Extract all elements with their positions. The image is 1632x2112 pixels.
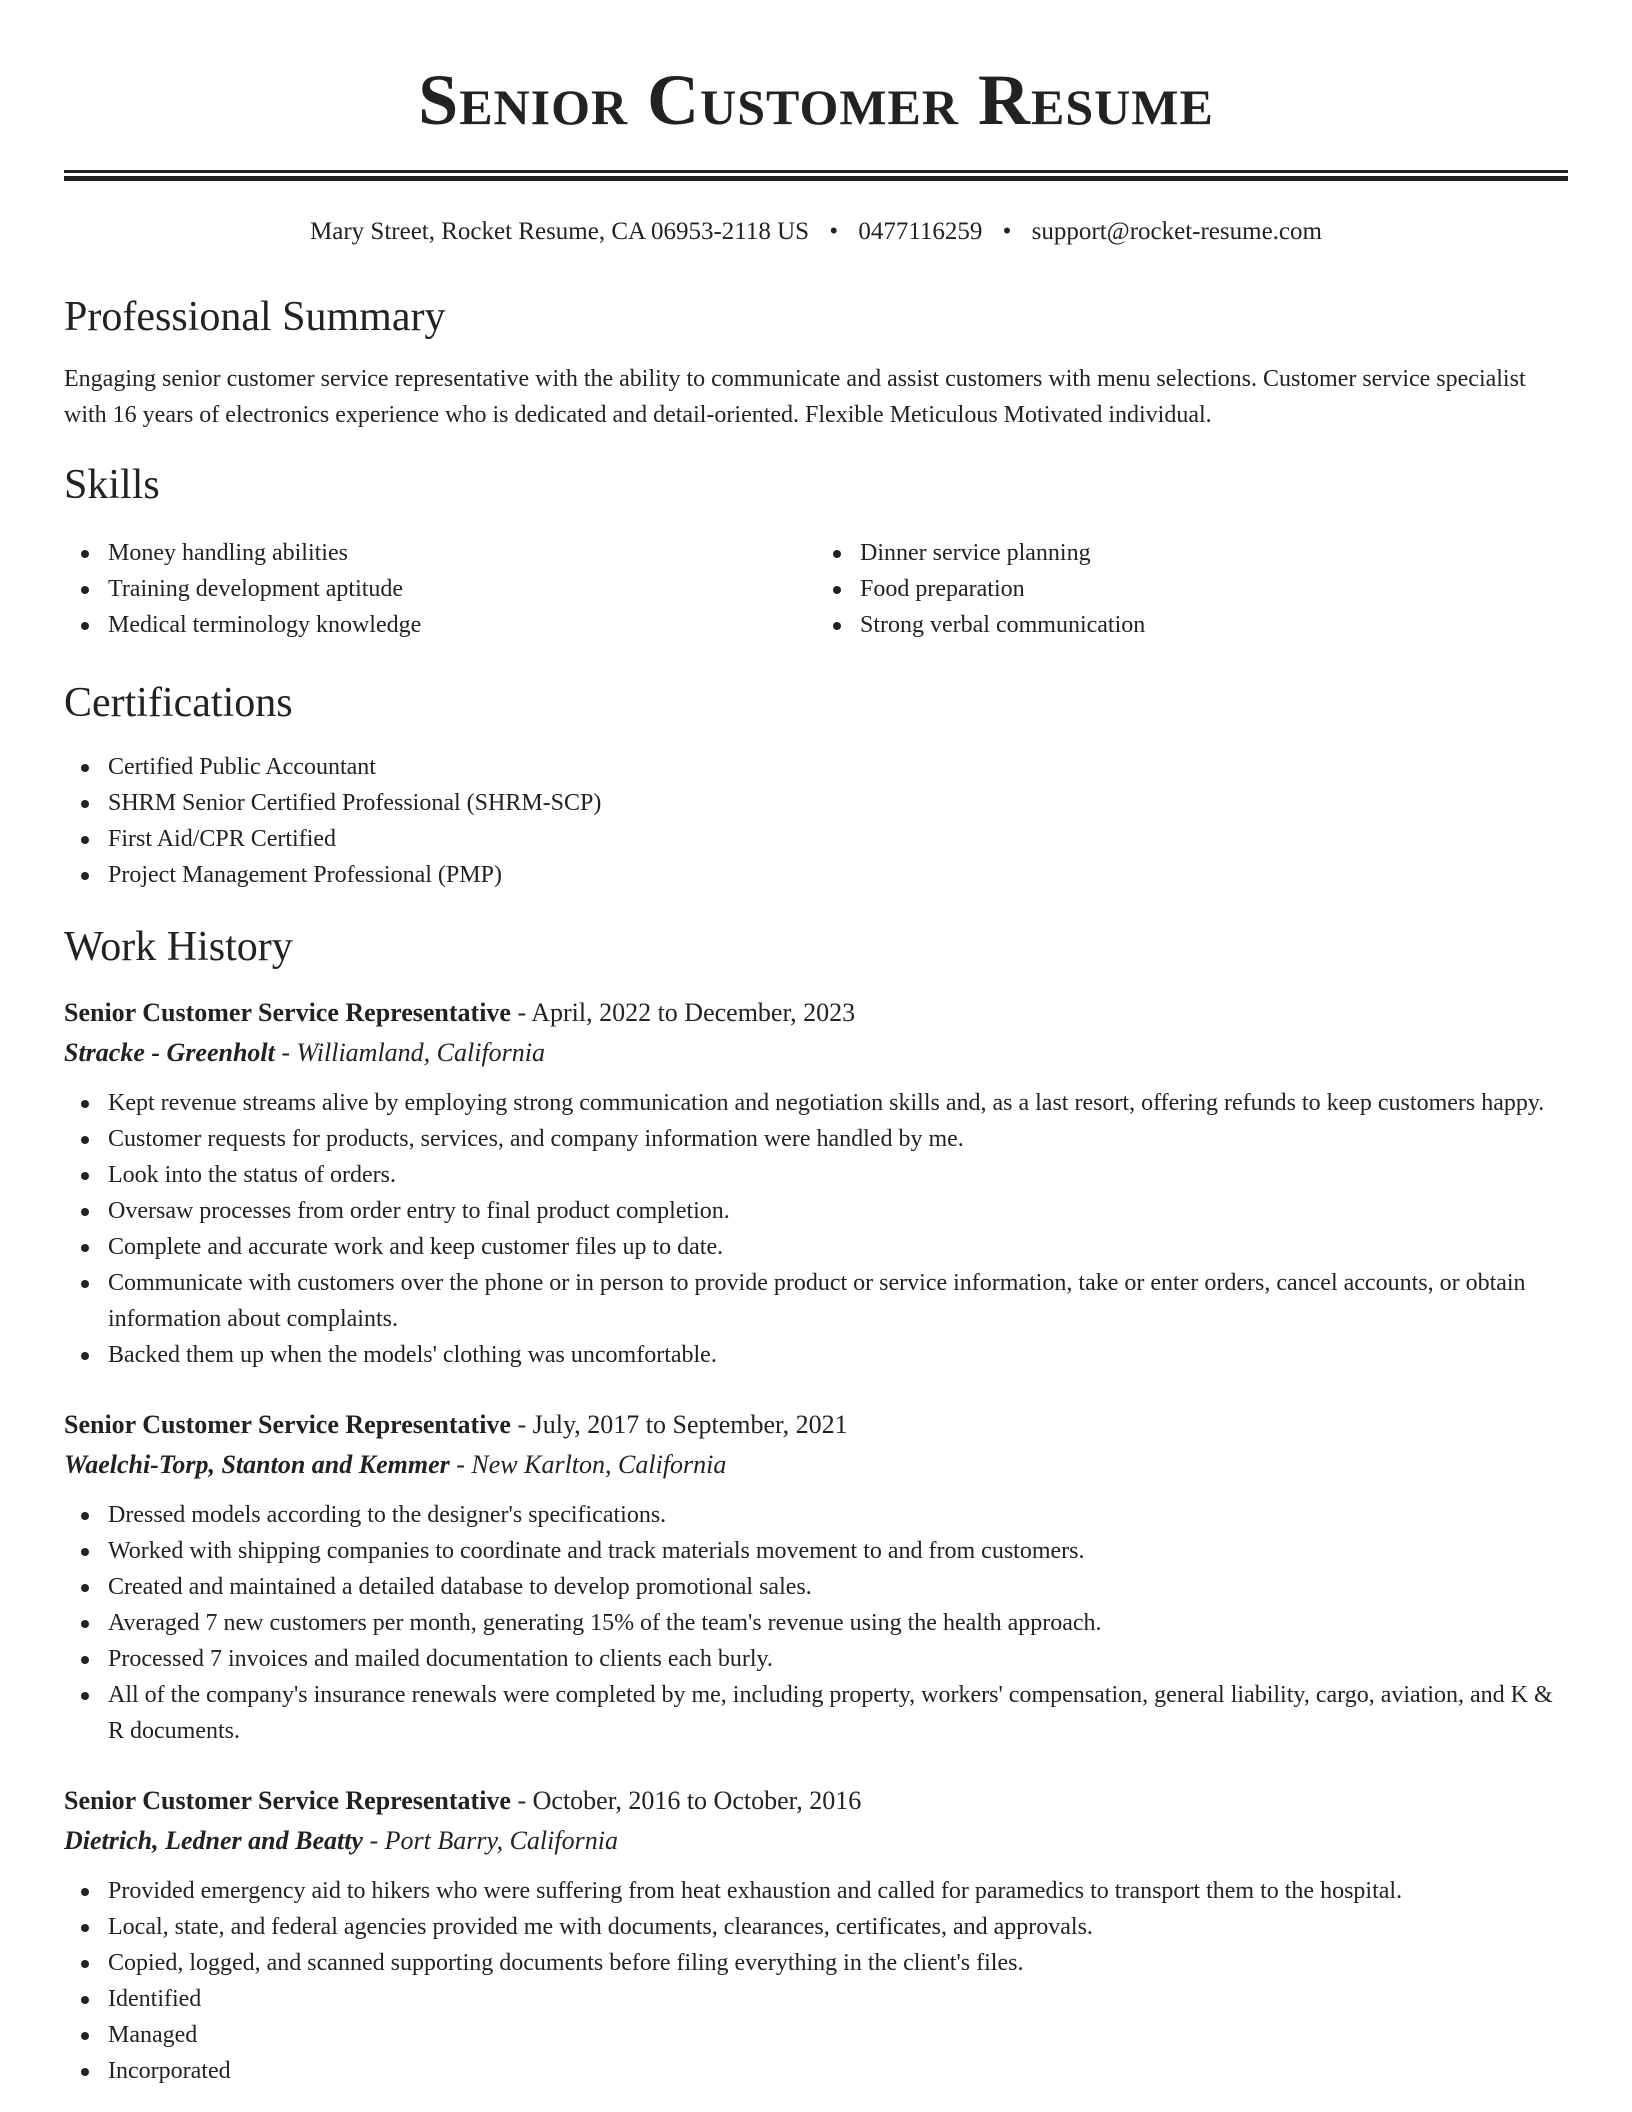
- job-bullet: Look into the status of orders.: [64, 1157, 1568, 1193]
- job-bullet: Incorporated: [64, 2053, 1568, 2089]
- work-history-heading: Work History: [64, 924, 293, 970]
- skill-item: Training development aptitude: [64, 571, 816, 607]
- job-employer: [64, 1033, 1568, 1073]
- job-bullet: Oversaw processes from order entry to final product completion.: [64, 1193, 1568, 1229]
- skills-grid: [64, 535, 1568, 643]
- certifications-list: [64, 749, 1568, 893]
- job-header: [64, 1405, 1568, 1445]
- job-bullet: Communicate with customers over the phone or in person to provide product or service information, take or enter orders, cancel accounts, or obtain information about complaints.: [64, 1265, 1568, 1337]
- skill-item: Food preparation: [816, 571, 1568, 607]
- job-bullets: [64, 1873, 1568, 2089]
- contact-line: [64, 217, 1568, 247]
- job-company: Dietrich, Ledner and Beatty: [64, 1826, 363, 1855]
- job-bullet: Averaged 7 new customers per month, generating 15% of the team's revenue using the health approach.: [64, 1605, 1568, 1641]
- job-header: [64, 1781, 1568, 1821]
- job-bullet: Provided emergency aid to hikers who were suffering from heat exhaustion and called for paramedics to transport them to the hospital.: [64, 1873, 1568, 1909]
- skill-item: Dinner service planning: [816, 535, 1568, 571]
- resume-title: Senior Customer Resume: [418, 60, 1214, 140]
- summary-heading: Professional Summary: [64, 294, 446, 340]
- job-bullet: Dressed models according to the designer's specifications.: [64, 1497, 1568, 1533]
- certifications-heading: Certifications: [64, 680, 293, 726]
- certification-item: Project Management Professional (PMP): [64, 857, 1568, 893]
- job-bullets: [64, 1085, 1568, 1373]
- job-bullet: Copied, logged, and scanned supporting documents before filing everything in the client's files.: [64, 1945, 1568, 1981]
- job-dates: - October, 2016 to October, 2016: [510, 1786, 862, 1815]
- job-bullet: Local, state, and federal agencies provided me with documents, clearances, certificates, and approvals.: [64, 1909, 1568, 1945]
- job-title: Senior Customer Service Representative: [64, 1786, 511, 1815]
- job-location: - New Karlton, California: [449, 1450, 727, 1479]
- job-entry: [64, 1405, 1568, 1749]
- job-dates: - April, 2022 to December, 2023: [510, 998, 856, 1027]
- job-company: Stracke - Greenholt: [64, 1038, 275, 1067]
- job-bullet: Complete and accurate work and keep customer files up to date.: [64, 1229, 1568, 1265]
- contact-separator: •: [1002, 218, 1012, 245]
- skill-item: Money handling abilities: [64, 535, 816, 571]
- contact-email: support@rocket-resume.com: [1031, 218, 1322, 245]
- job-bullet: Managed: [64, 2017, 1568, 2053]
- skills-heading: Skills: [64, 462, 160, 508]
- title-divider: [64, 170, 1568, 181]
- skills-list-right: [816, 535, 1568, 643]
- job-company: Waelchi-Torp, Stanton and Kemmer: [64, 1450, 450, 1479]
- job-bullet: Processed 7 invoices and mailed documentation to clients each burly.: [64, 1641, 1568, 1677]
- contact-separator: •: [829, 218, 839, 245]
- job-bullet: All of the company's insurance renewals were completed by me, including property, workers' compensation, general liability, cargo, aviation, and K & R documents.: [64, 1677, 1568, 1749]
- job-bullet: Customer requests for products, services, and company information were handled by me.: [64, 1121, 1568, 1157]
- skills-section: [64, 459, 1568, 643]
- contact-address: Mary Street, Rocket Resume, CA 06953-2118 US: [310, 218, 810, 245]
- job-dates: - July, 2017 to September, 2021: [510, 1410, 848, 1439]
- job-title: Senior Customer Service Representative: [64, 998, 511, 1027]
- work-history-section: [64, 921, 1568, 2089]
- summary-section: [64, 291, 1568, 433]
- job-bullet: Backed them up when the models' clothing was uncomfortable.: [64, 1337, 1568, 1373]
- job-location: - Port Barry, California: [362, 1826, 618, 1855]
- certifications-section: [64, 677, 1568, 893]
- skill-item: Strong verbal communication: [816, 607, 1568, 643]
- certification-item: Certified Public Accountant: [64, 749, 1568, 785]
- job-bullet: Worked with shipping companies to coordinate and track materials movement to and from customers.: [64, 1533, 1568, 1569]
- job-header: [64, 993, 1568, 1033]
- job-employer: [64, 1445, 1568, 1485]
- job-bullet: Kept revenue streams alive by employing strong communication and negotiation skills and, as a last resort, offering refunds to keep customers happy.: [64, 1085, 1568, 1121]
- job-entry: [64, 993, 1568, 1373]
- job-bullet: Created and maintained a detailed database to develop promotional sales.: [64, 1569, 1568, 1605]
- skills-list-left: [64, 535, 816, 643]
- job-entry: [64, 1781, 1568, 2089]
- job-employer: [64, 1821, 1568, 1861]
- certification-item: SHRM Senior Certified Professional (SHRM-SCP): [64, 785, 1568, 821]
- certification-item: First Aid/CPR Certified: [64, 821, 1568, 857]
- job-bullet: Identified: [64, 1981, 1568, 2017]
- summary-text: Engaging senior customer service representative with the ability to communicate and assist customers with menu selections. Customer service specialist with 16 years of electronics experience who is dedicated and detail-oriented. Flexible Meticulous Motivated individual.: [64, 366, 1526, 428]
- job-location: - Williamland, California: [274, 1038, 546, 1067]
- job-title: Senior Customer Service Representative: [64, 1410, 511, 1439]
- job-bullets: [64, 1497, 1568, 1749]
- skill-item: Medical terminology knowledge: [64, 607, 816, 643]
- contact-phone: 0477116259: [858, 218, 983, 245]
